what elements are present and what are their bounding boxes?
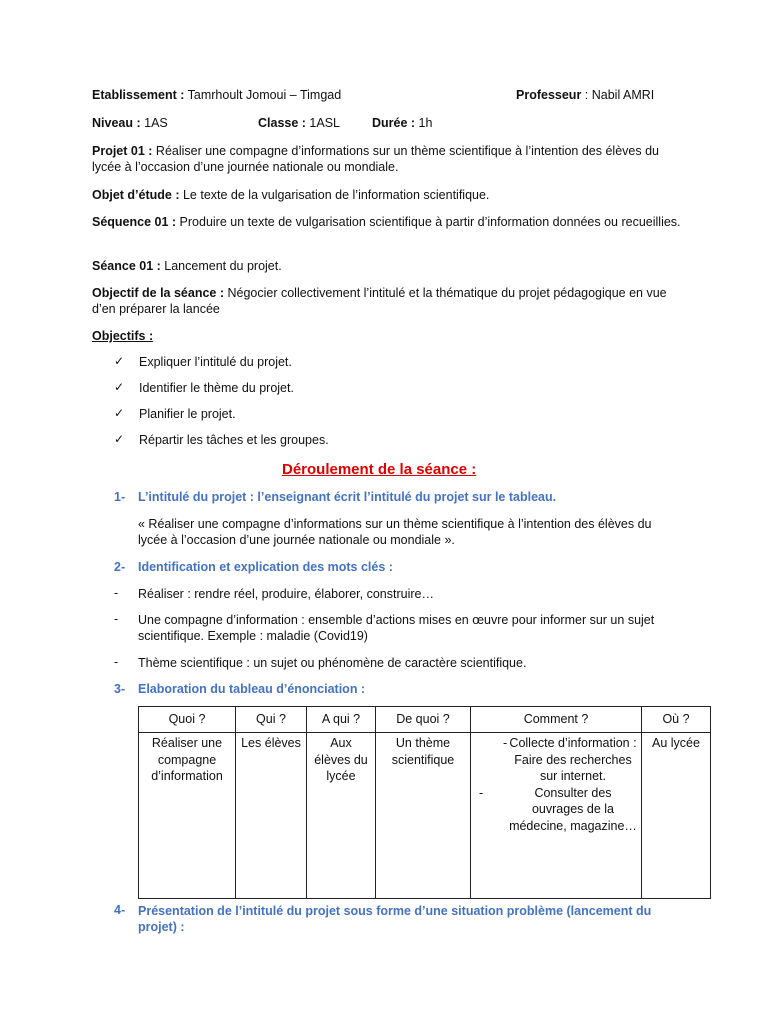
check-icon: ✓ [114,380,125,394]
comment-list [475,735,637,834]
step1-title: L’intitulé du projet : l’enseignant écrit l’intitulé du projet sur le tableau. [138,490,557,504]
table-cell-a-qui: Aux élèves du lycée [307,733,376,899]
step2-title: Identification et explication des mots clés : [138,560,393,574]
table-header-cell: De quoi ? [376,707,471,733]
enonciation-table [138,706,711,899]
check-icon: ✓ [114,432,125,446]
table-header-cell: Comment ? [471,707,642,733]
seance-label: Séance 01 : [92,259,161,273]
objectif-item: Identifier le thème du projet. [139,381,294,395]
check-icon: ✓ [114,406,125,420]
check-icon: ✓ [114,354,125,368]
niveau-label: Niveau : [92,116,141,130]
sequence-value: Produire un texte de vulgarisation scientifique à partir d’information données ou recueillies. [176,215,681,229]
objectif-item: Planifier le projet. [139,407,236,421]
etablissement-line [92,88,341,102]
comment-text: Consulter des ouvrages de la médecine, magazine… [509,785,637,833]
objectif-paragraph [92,285,682,317]
objet-paragraph [92,187,682,203]
sequence-paragraph [92,214,682,230]
step-number: 2- [114,560,126,574]
table-header-cell: A qui ? [307,707,376,733]
classe-label: Classe : [258,116,306,130]
dash-bullet: - [114,586,119,600]
objectif-item: Répartir les tâches et les groupes. [139,433,329,447]
list-item [475,785,637,835]
dash-bullet: - [503,736,508,750]
dash-bullet: - [114,612,119,626]
list-item [475,735,637,785]
etablissement-label: Etablissement : [92,88,185,102]
table-header-cell: Quoi ? [139,707,236,733]
table-cell-quoi: Réaliser une compagne d’information [139,733,236,899]
comment-text: Collecte d’information : Faire des recherches sur internet. [509,736,637,783]
mot-cle-item: Une compagne d’information : ensemble d’actions mises en œuvre pour informer sur un sujet scientifique. Exemple : maladie (Covid19) [138,613,655,643]
professeur-line [516,88,654,102]
table-row [139,733,711,899]
step4-title: Présentation de l’intitulé du projet sous forme d’une situation problème (lancement du projet) : [138,904,652,934]
niveau-value: 1AS [140,116,168,130]
projet-paragraph [92,143,682,175]
objectifs-title: Objectifs : [92,329,154,343]
objectif-value: Négocier collectivement l’intitulé et la thématique du projet pédagogique en vue d’en préparer la lancée [92,286,667,316]
classe-value: 1ASL [305,116,341,130]
classe-line [258,116,340,130]
table-cell-ou: Au lycée [642,733,711,899]
step3-title: Elaboration du tableau d’énonciation : [138,682,366,696]
step-number: 1- [114,490,126,504]
table-header-cell: Où ? [642,707,711,733]
table-cell-de-quoi: Un thème scientifique [376,733,471,899]
table-cell-comment [471,733,642,899]
step1-quote: « Réaliser une compagne d’informations sur un thème scientifique à l’intention des élèves du lycée à l’occasion d’une journée nationale ou mondiale ». [138,517,652,547]
sequence-label: Séquence 01 : [92,215,177,229]
dash-bullet: - [114,655,119,669]
duree-label: Durée : [372,116,416,130]
duree-value: 1h [415,116,433,130]
table-header-row [139,707,711,733]
seance-value: Lancement du projet. [160,259,282,273]
table-header-cell: Qui ? [236,707,307,733]
projet-label: Projet 01 : [92,144,153,158]
objectif-item: Expliquer l’intitulé du projet. [139,355,292,369]
duree-line [372,116,432,130]
niveau-line [92,116,168,130]
professeur-label: Professeur [516,88,582,102]
dash-bullet: - [479,785,484,800]
objet-value: Le texte de la vulgarisation de l’information scientifique. [179,188,490,202]
objet-label: Objet d’étude : [92,188,180,202]
mot-cle-item: Thème scientifique : un sujet ou phénomène de caractère scientifique. [138,656,527,670]
deroulement-title: Déroulement de la séance : [282,461,477,478]
step-number: 4- [114,903,126,917]
mot-cle-item: Réaliser : rendre réel, produire, élaborer, construire… [138,587,434,601]
etablissement-value: Tamrhoult Jomoui – Timgad [184,88,342,102]
objectif-label: Objectif de la séance : [92,286,224,300]
seance-paragraph [92,258,682,274]
projet-value: Réaliser une compagne d’informations sur un thème scientifique à l’intention des élèves du lycée à l’occasion d’une journée nationale ou mondiale. [92,144,659,174]
professeur-value: : Nabil AMRI [581,88,655,102]
step-number: 3- [114,682,126,696]
table-cell-qui: Les élèves [236,733,307,899]
